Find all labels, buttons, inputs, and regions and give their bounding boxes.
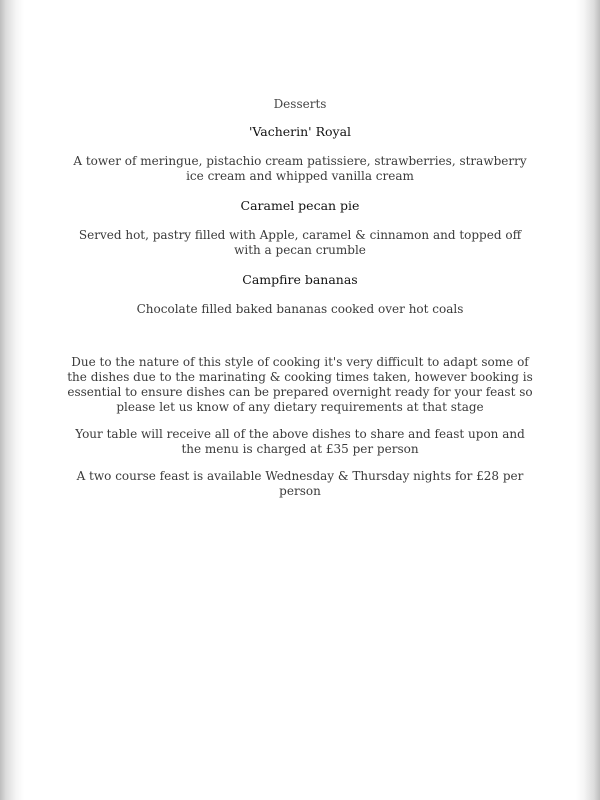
section-title: Desserts: [273, 97, 327, 111]
page-edge-left: [0, 0, 24, 800]
page-edge-right: [576, 0, 600, 800]
dish-name-campfire-bananas: Campfire bananas: [242, 272, 358, 287]
dish-description-caramel-pecan-pie: Served hot, pastry filled with Apple, caramel & cinnamon and topped off with a pecan crumble: [78, 228, 522, 257]
note-pricing: Your table will receive all of the above dishes to share and feast upon and the menu is charged at £35 per person: [75, 427, 525, 456]
dish-description-vacherin: A tower of meringue, pistachio cream patissiere, strawberries, strawberry ice cream and whipped vanilla cream: [73, 154, 527, 183]
dish-description-campfire-bananas: Chocolate filled baked bananas cooked over hot coals: [136, 302, 464, 316]
note-dietary: Due to the nature of this style of cooking it's very difficult to adapt some of the dishes due to the marinating & cooking times taken, however booking is essential to ensure dishes can be prepared overnight ready for your feast so please let us know of any dietary requirements at that stage: [67, 355, 533, 414]
menu-content: [64, 96, 536, 511]
dish-name-caramel-pecan-pie: Caramel pecan pie: [240, 198, 360, 213]
dish-name-vacherin: 'Vacherin' Royal: [248, 124, 352, 139]
note-two-course: A two course feast is available Wednesday & Thursday nights for £28 per person: [76, 469, 524, 498]
menu-page: [24, 0, 576, 800]
